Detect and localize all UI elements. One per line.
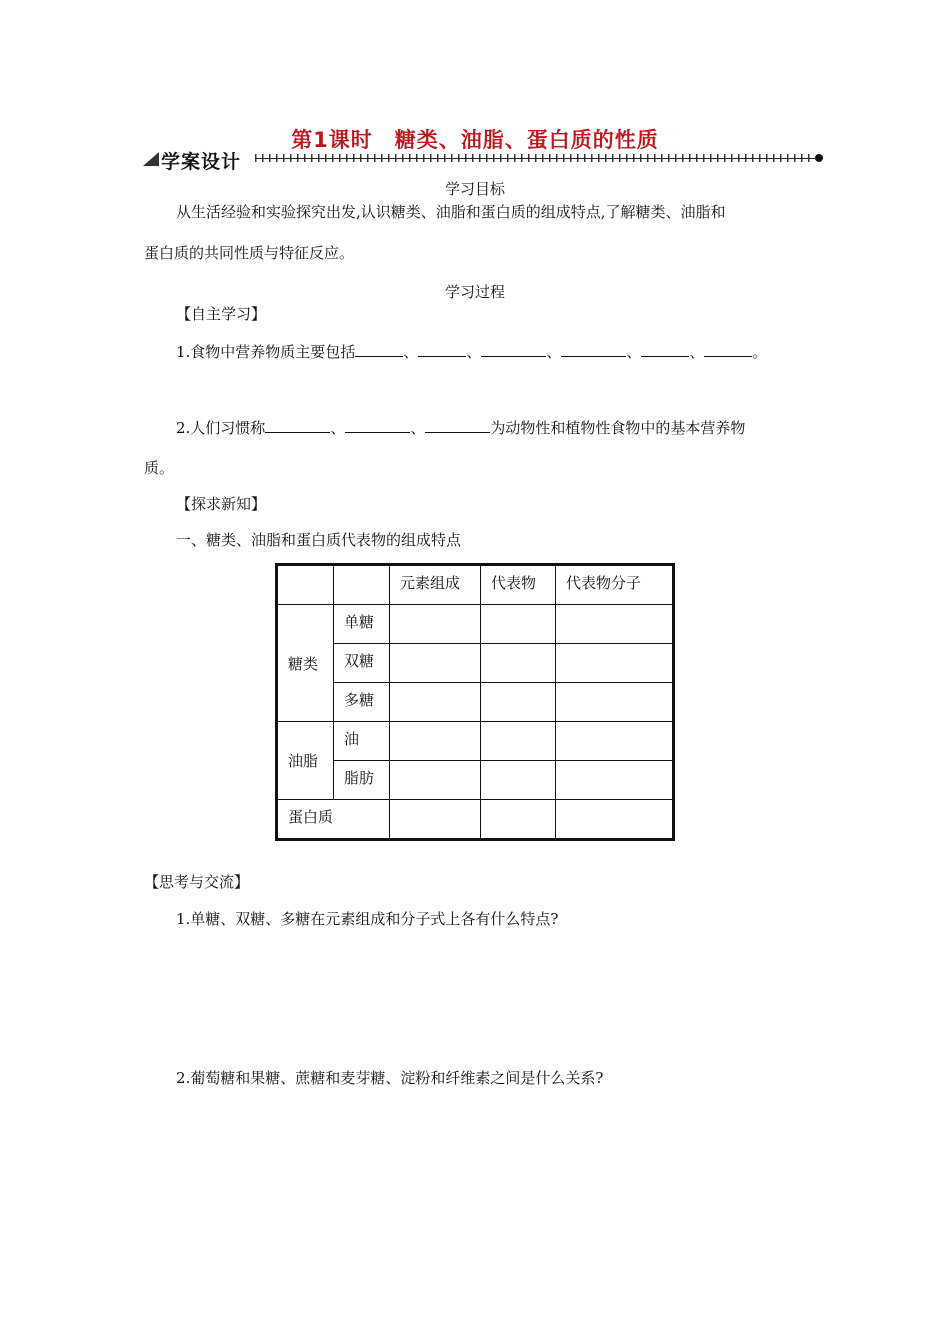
discuss-question-2: 2.葡萄糖和果糖、蔗糖和麦芽糖、淀粉和纤维素之间是什么关系? bbox=[176, 1069, 604, 1087]
separator: 、 bbox=[466, 343, 482, 361]
composition-table bbox=[275, 563, 675, 841]
period: 。 bbox=[752, 343, 768, 361]
answer-cell[interactable] bbox=[481, 761, 556, 800]
table-row bbox=[277, 761, 674, 800]
row-label: 脂肪 bbox=[334, 761, 390, 800]
answer-cell[interactable] bbox=[556, 761, 674, 800]
separator: 、 bbox=[403, 343, 419, 361]
explore-heading: 【探求新知】 bbox=[176, 495, 267, 513]
table-row bbox=[277, 605, 674, 644]
answer-blank[interactable] bbox=[561, 342, 626, 357]
group-label-fat: 油脂 bbox=[277, 722, 334, 800]
answer-cell[interactable] bbox=[481, 683, 556, 722]
separator: 、 bbox=[330, 419, 346, 437]
question-2-line-2: 质。 bbox=[144, 459, 175, 477]
separator: 、 bbox=[546, 343, 562, 361]
table-row bbox=[277, 722, 674, 761]
header-cell bbox=[334, 565, 390, 605]
section-banner bbox=[143, 148, 823, 173]
row-label: 油 bbox=[334, 722, 390, 761]
explore-subheading: 一、糖类、油脂和蛋白质代表物的组成特点 bbox=[176, 531, 462, 549]
answer-cell[interactable] bbox=[390, 683, 481, 722]
banner-label: 学案设计 bbox=[161, 151, 242, 173]
row-label: 多糖 bbox=[334, 683, 390, 722]
answer-blank[interactable] bbox=[355, 342, 403, 357]
answer-cell[interactable] bbox=[556, 722, 674, 761]
answer-blank[interactable] bbox=[481, 342, 546, 357]
answer-blank[interactable] bbox=[641, 342, 689, 357]
objectives-line-2: 蛋白质的共同性质与特征反应。 bbox=[144, 244, 355, 262]
question-2-suffix: 为动物性和植物性食物中的基本营养物 bbox=[490, 419, 746, 437]
header-cell: 元素组成 bbox=[390, 565, 481, 605]
answer-blank[interactable] bbox=[425, 418, 490, 433]
answer-cell[interactable] bbox=[556, 800, 674, 840]
row-label: 单糖 bbox=[334, 605, 390, 644]
answer-blank[interactable] bbox=[345, 418, 410, 433]
banner-end-dot-icon bbox=[815, 154, 823, 162]
answer-cell[interactable] bbox=[390, 800, 481, 840]
answer-cell[interactable] bbox=[481, 722, 556, 761]
question-1-text: 1.食物中营养物质主要包括 bbox=[176, 343, 356, 361]
banner-dotted-rule bbox=[255, 154, 815, 162]
table-header-row bbox=[277, 565, 674, 605]
table-row bbox=[277, 644, 674, 683]
table-row bbox=[277, 683, 674, 722]
answer-blank[interactable] bbox=[418, 342, 466, 357]
answer-cell[interactable] bbox=[481, 644, 556, 683]
discuss-heading: 【思考与交流】 bbox=[144, 873, 250, 891]
answer-cell[interactable] bbox=[390, 605, 481, 644]
answer-cell[interactable] bbox=[390, 761, 481, 800]
answer-blank[interactable] bbox=[704, 342, 752, 357]
separator: 、 bbox=[410, 419, 426, 437]
header-cell: 代表物分子 bbox=[556, 565, 674, 605]
answer-blank[interactable] bbox=[265, 418, 330, 433]
discuss-question-1: 1.单糖、双糖、多糖在元素组成和分子式上各有什么特点? bbox=[176, 910, 559, 928]
question-2-text: 2.人们习惯称 bbox=[176, 419, 266, 437]
process-heading: 学习过程 bbox=[444, 283, 505, 301]
row-label-protein: 蛋白质 bbox=[277, 800, 390, 840]
question-2-basic-nutrients bbox=[176, 418, 745, 439]
header-cell bbox=[277, 565, 334, 605]
self-study-heading: 【自主学习】 bbox=[176, 305, 267, 323]
answer-cell[interactable] bbox=[556, 644, 674, 683]
row-label: 双糖 bbox=[334, 644, 390, 683]
table-row bbox=[277, 800, 674, 840]
header-cell: 代表物 bbox=[481, 565, 556, 605]
separator: 、 bbox=[689, 343, 705, 361]
answer-cell[interactable] bbox=[390, 722, 481, 761]
question-1-nutrients bbox=[176, 342, 767, 363]
answer-cell[interactable] bbox=[481, 800, 556, 840]
separator: 、 bbox=[626, 343, 642, 361]
answer-cell[interactable] bbox=[481, 605, 556, 644]
objectives-line-1: 从生活经验和实验探究出发,认识糖类、油脂和蛋白质的组成特点,了解糖类、油脂和 bbox=[176, 203, 726, 221]
answer-cell[interactable] bbox=[556, 683, 674, 722]
group-label-sugar: 糖类 bbox=[277, 605, 334, 722]
objectives-heading: 学习目标 bbox=[444, 180, 505, 198]
lesson-title: 第1课时 糖类、油脂、蛋白质的性质 bbox=[291, 128, 659, 152]
answer-cell[interactable] bbox=[390, 644, 481, 683]
banner-triangle-icon bbox=[143, 152, 159, 166]
answer-cell[interactable] bbox=[556, 605, 674, 644]
